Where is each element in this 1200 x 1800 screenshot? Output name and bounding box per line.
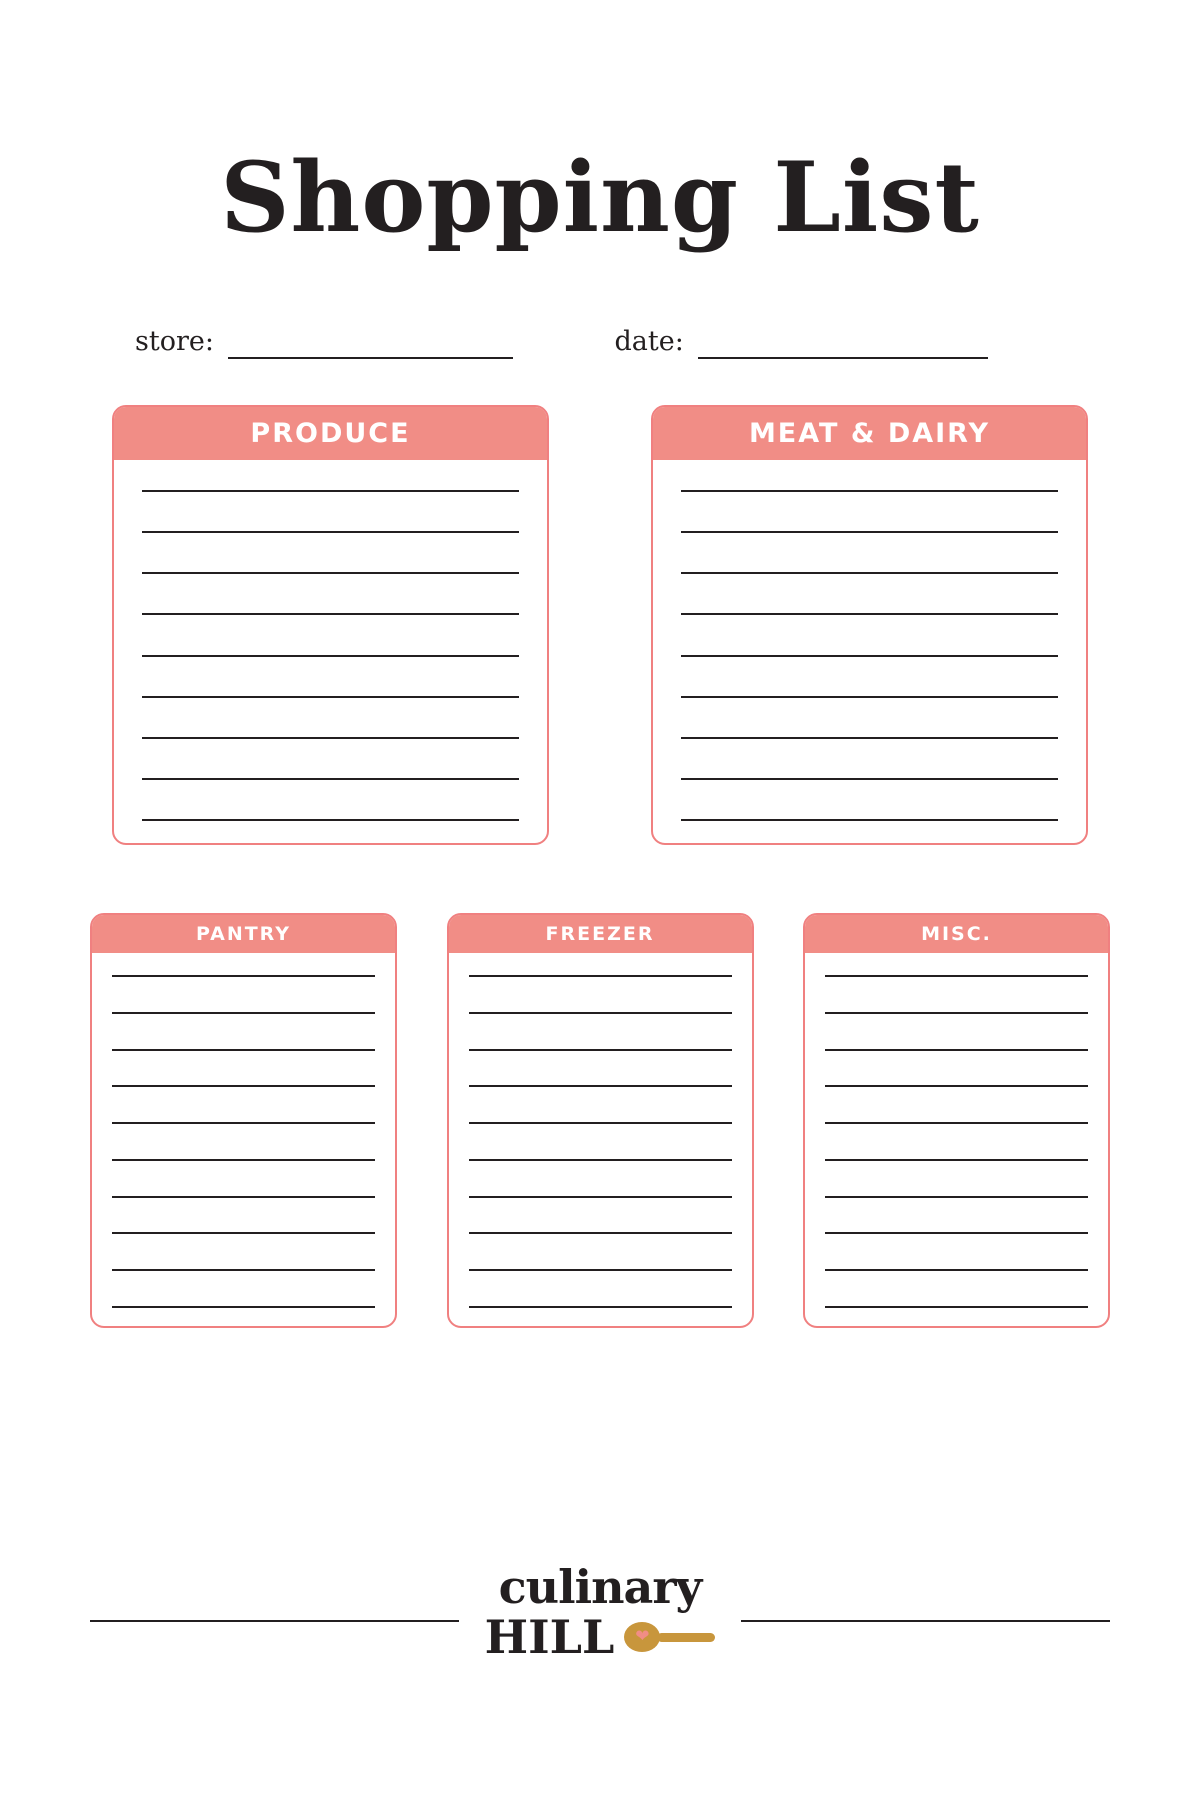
section-title-meat-dairy: MEAT & DAIRY xyxy=(653,407,1086,460)
store-input-line[interactable] xyxy=(228,329,513,359)
write-line[interactable] xyxy=(112,975,375,977)
brand-logo xyxy=(459,1560,742,1664)
write-line[interactable] xyxy=(681,737,1058,739)
write-line[interactable] xyxy=(142,572,519,574)
write-line[interactable] xyxy=(681,655,1058,657)
write-line[interactable] xyxy=(825,1049,1088,1051)
date-label: date: xyxy=(614,326,684,357)
top-section-row xyxy=(90,405,1110,845)
write-line[interactable] xyxy=(825,1232,1088,1234)
write-line[interactable] xyxy=(469,1269,732,1271)
write-line[interactable] xyxy=(681,696,1058,698)
write-line[interactable] xyxy=(112,1196,375,1198)
date-input-line[interactable] xyxy=(698,329,988,359)
section-lines-pantry[interactable] xyxy=(92,953,395,1326)
section-card-freezer xyxy=(447,913,754,1328)
section-card-misc xyxy=(803,913,1110,1328)
write-line[interactable] xyxy=(142,696,519,698)
write-line[interactable] xyxy=(825,1196,1088,1198)
spoon-bowl-shape xyxy=(624,1622,660,1652)
write-line[interactable] xyxy=(681,778,1058,780)
write-line[interactable] xyxy=(469,1012,732,1014)
section-lines-produce[interactable] xyxy=(114,460,547,843)
write-line[interactable] xyxy=(112,1232,375,1234)
section-lines-meat-dairy[interactable] xyxy=(653,460,1086,843)
store-field[interactable] xyxy=(135,326,609,359)
write-line[interactable] xyxy=(142,819,519,821)
section-card-produce xyxy=(112,405,549,845)
section-card-meat-dairy xyxy=(651,405,1088,845)
write-line[interactable] xyxy=(469,1196,732,1198)
write-line[interactable] xyxy=(112,1085,375,1087)
write-line[interactable] xyxy=(142,655,519,657)
write-line[interactable] xyxy=(681,613,1058,615)
write-line[interactable] xyxy=(825,1269,1088,1271)
logo-word-culinary: culinary xyxy=(498,1560,702,1614)
footer xyxy=(0,1542,1200,1682)
write-line[interactable] xyxy=(681,819,1058,821)
section-title-freezer: FREEZER xyxy=(449,915,752,953)
section-card-pantry xyxy=(90,913,397,1328)
logo-bottom-row xyxy=(484,1610,716,1664)
heart-icon: ❤ xyxy=(635,1626,650,1646)
write-line[interactable] xyxy=(142,613,519,615)
write-line[interactable] xyxy=(825,1085,1088,1087)
write-line[interactable] xyxy=(825,1306,1088,1308)
write-line[interactable] xyxy=(469,1306,732,1308)
write-line[interactable] xyxy=(681,490,1058,492)
section-lines-misc[interactable] xyxy=(805,953,1108,1326)
write-line[interactable] xyxy=(112,1306,375,1308)
write-line[interactable] xyxy=(825,1012,1088,1014)
write-line[interactable] xyxy=(112,1012,375,1014)
spoon-heart-icon xyxy=(624,1622,715,1652)
write-line[interactable] xyxy=(112,1049,375,1051)
write-line[interactable] xyxy=(142,737,519,739)
bottom-section-row xyxy=(90,913,1110,1328)
meta-row xyxy=(90,326,1110,359)
write-line[interactable] xyxy=(469,1049,732,1051)
spoon-handle-shape xyxy=(657,1633,715,1642)
write-line[interactable] xyxy=(112,1269,375,1271)
write-line[interactable] xyxy=(825,975,1088,977)
section-lines-freezer[interactable] xyxy=(449,953,752,1326)
section-title-misc: MISC. xyxy=(805,915,1108,953)
logo-word-hill: HILL xyxy=(484,1610,615,1664)
section-title-produce: PRODUCE xyxy=(114,407,547,460)
write-line[interactable] xyxy=(825,1122,1088,1124)
write-line[interactable] xyxy=(112,1159,375,1161)
date-field[interactable] xyxy=(614,326,1065,359)
write-line[interactable] xyxy=(142,531,519,533)
write-line[interactable] xyxy=(469,975,732,977)
write-line[interactable] xyxy=(469,1159,732,1161)
page-title: Shopping List xyxy=(220,141,980,254)
write-line[interactable] xyxy=(469,1085,732,1087)
section-title-pantry: PANTRY xyxy=(92,915,395,953)
write-line[interactable] xyxy=(112,1122,375,1124)
write-line[interactable] xyxy=(142,778,519,780)
write-line[interactable] xyxy=(469,1122,732,1124)
write-line[interactable] xyxy=(469,1232,732,1234)
write-line[interactable] xyxy=(681,572,1058,574)
write-line[interactable] xyxy=(142,490,519,492)
store-label: store: xyxy=(135,326,214,357)
write-line[interactable] xyxy=(681,531,1058,533)
write-line[interactable] xyxy=(825,1159,1088,1161)
